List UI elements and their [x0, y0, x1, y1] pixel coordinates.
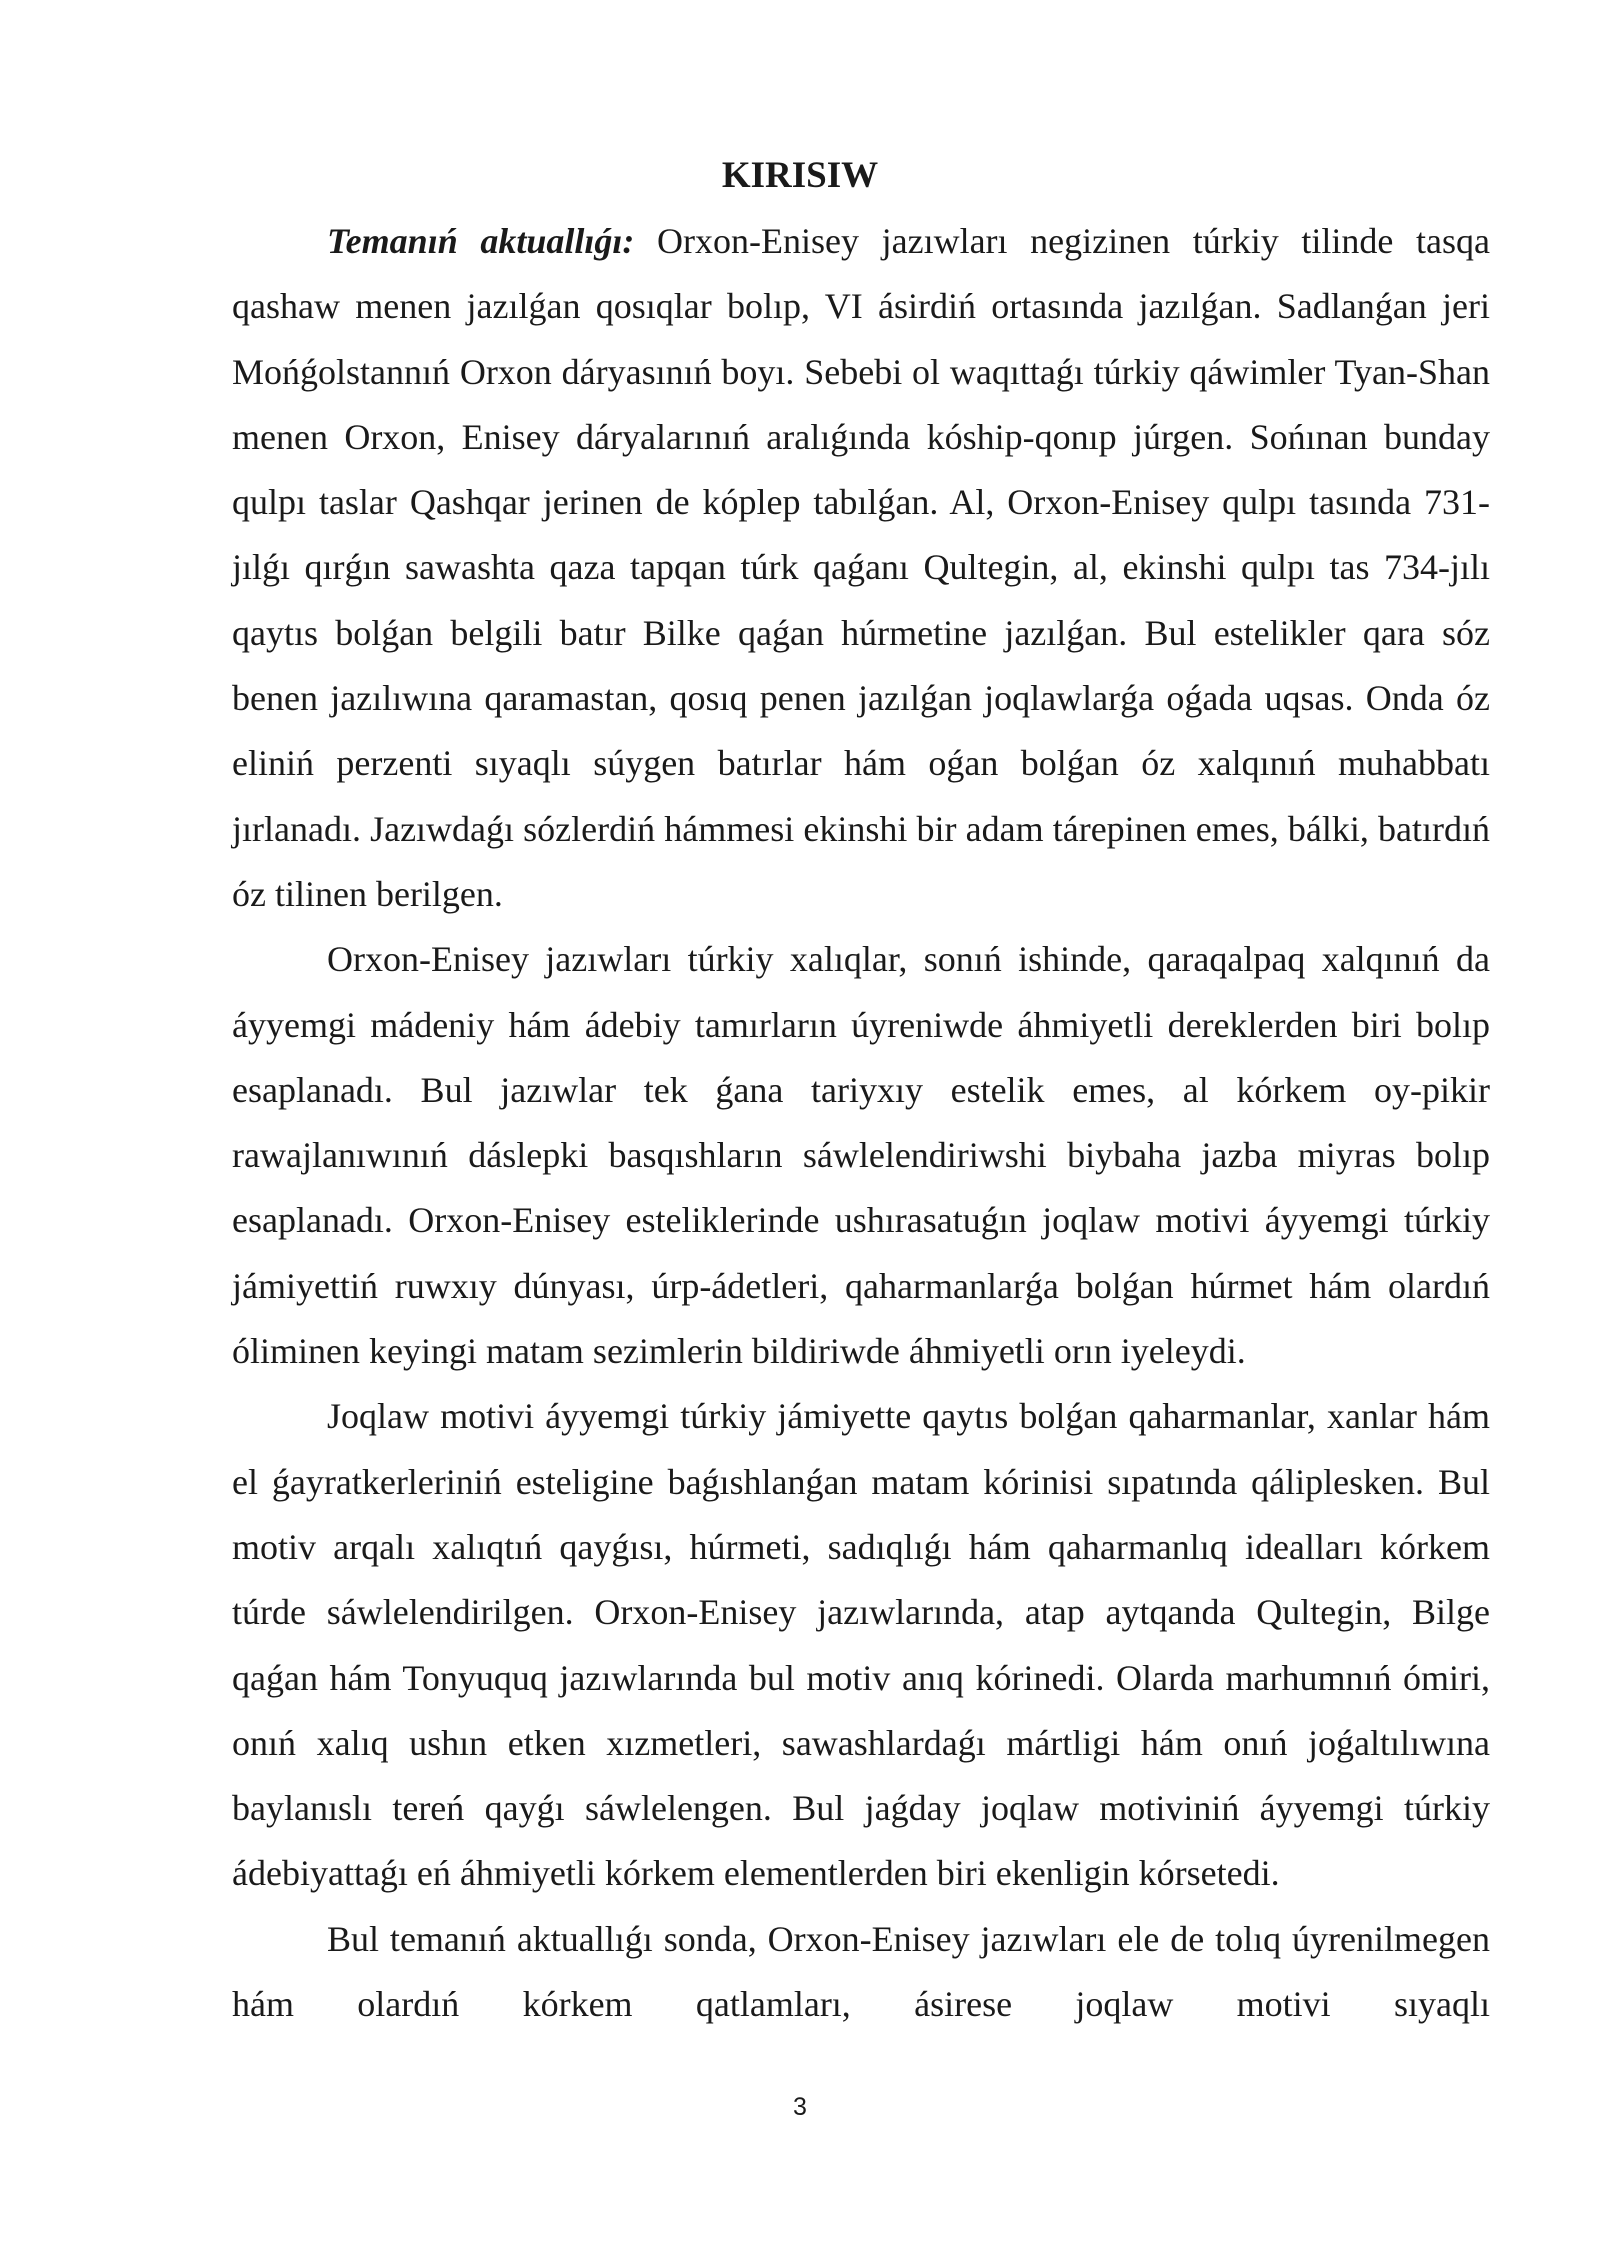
page-number: 3 — [793, 2093, 807, 2121]
paragraph-text: Bul temanıń aktuallıǵı sonda, Orxon-Enisey jazıwları ele de tolıq úyrenilmegen hám olardıń kórkem qatlamları, ásirese joqlaw motivi sıyaqlı — [232, 1918, 1490, 2025]
page-title: KIRISIW — [721, 155, 879, 196]
paragraph-orkhon-yenisei-significance — [232, 927, 1490, 1384]
body-text — [232, 209, 1490, 2037]
paragraph-relevance-continued — [232, 1907, 1490, 2038]
paragraph-topic-relevance — [232, 209, 1490, 927]
paragraph-text: Orxon-Enisey jazıwları negizinen túrkiy tilinde tasqa qashaw menen jazılǵan qosıqlar bolıp, VI ásirdiń ortasında jazılǵan. Sadlanǵan jeri Mońǵolstannıń Orxon dáryasınıń boyı. Sebebi ol waqıttaǵı túrkiy qáwimler Tyan-Shan menen Orxon, Enisey dáryalarınıń aralıǵında kóship-qonıp júrgen. Sońınan bunday qulpı taslar Qashqar jerinen de kóplep tabılǵan. Al, Orxon-Enisey qulpı tasında 731-jılǵı qırǵın sawashta qaza tapqan túrk qaǵanı Qultegin, al, ekinshi qulpı tas 734-jılı qaytıs bolǵan belgili batır Bilke qaǵan húrmetine jazılǵan. Bul estelikler qara sóz benen jazılıwına qaramastan, qosıq penen jazılǵan joqlawlarǵa oǵada uqsas. Onda óz eliniń perzenti sıyaqlı súygen batırlar hám oǵan bolǵan óz xalqınıń muhabbatı jırlanadı. Jazıwdaǵı sózlerdiń hámmesi ekinshi bir adam tárepinen emes, bálki, batırdıń óz tilinen berilgen. — [232, 221, 1490, 914]
paragraph-lead-label: Temanıń aktuallıǵı: — [327, 221, 635, 261]
paragraph-text: Joqlaw motivi áyyemgi túrkiy jámiyette qaytıs bolǵan qaharmanlar, xanlar hám el ǵayratkerleriniń esteligine baǵıshlanǵan matam kórinisi sıpatında qáliplesken. Bul motiv arqalı xalıqtıń qayǵısı, húrmeti, sadıqlıǵı hám qaharmanlıq idealları kórkem túrde sáwlelendirilgen. Orxon-Enisey jazıwlarında, atap aytqanda Qultegin, Bilge qaǵan hám Tonyuquq jazıwlarında bul motiv anıq kórinedi. Olarda marhumnıń ómiri, onıń xalıq ushın etken xızmetleri, sawashlardaǵı mártligi hám onıń joǵaltılıwına baylanıslı tereń qayǵı sáwlelengen. Bul jaǵday joqlaw motiviniń áyyemgi túrkiy ádebiyattaǵı eń áhmiyetli kórkem elementlerden biri ekenligin kórsetedi. — [232, 1396, 1490, 1894]
paragraph-text: Orxon-Enisey jazıwları túrkiy xalıqlar, sonıń ishinde, qaraqalpaq xalqınıń da áyyemgi mádeniy hám ádebiy tamırların úyreniwde áhmiyetli dereklerden biri bolıp esaplanadı. Bul jazıwlar tek ǵana tariyxıy estelik emes, al kórkem oy-pikir rawajlanıwınıń dáslepki basqıshların sáwlelendiriwshi biybaha jazba miyras bolıp esaplanadı. Orxon-Enisey esteliklerinde ushırasatuǵın joqlaw motivi áyyemgi túrkiy jámiyettiń ruwxıy dúnyası, úrp-ádetleri, qaharmanlarǵa bolǵan húrmet hám olardıń óliminen keyingi matam sezimlerin bildiriwde áhmiyetli orın iyeleydi. — [232, 939, 1490, 1372]
paragraph-lament-motif — [232, 1384, 1490, 1906]
